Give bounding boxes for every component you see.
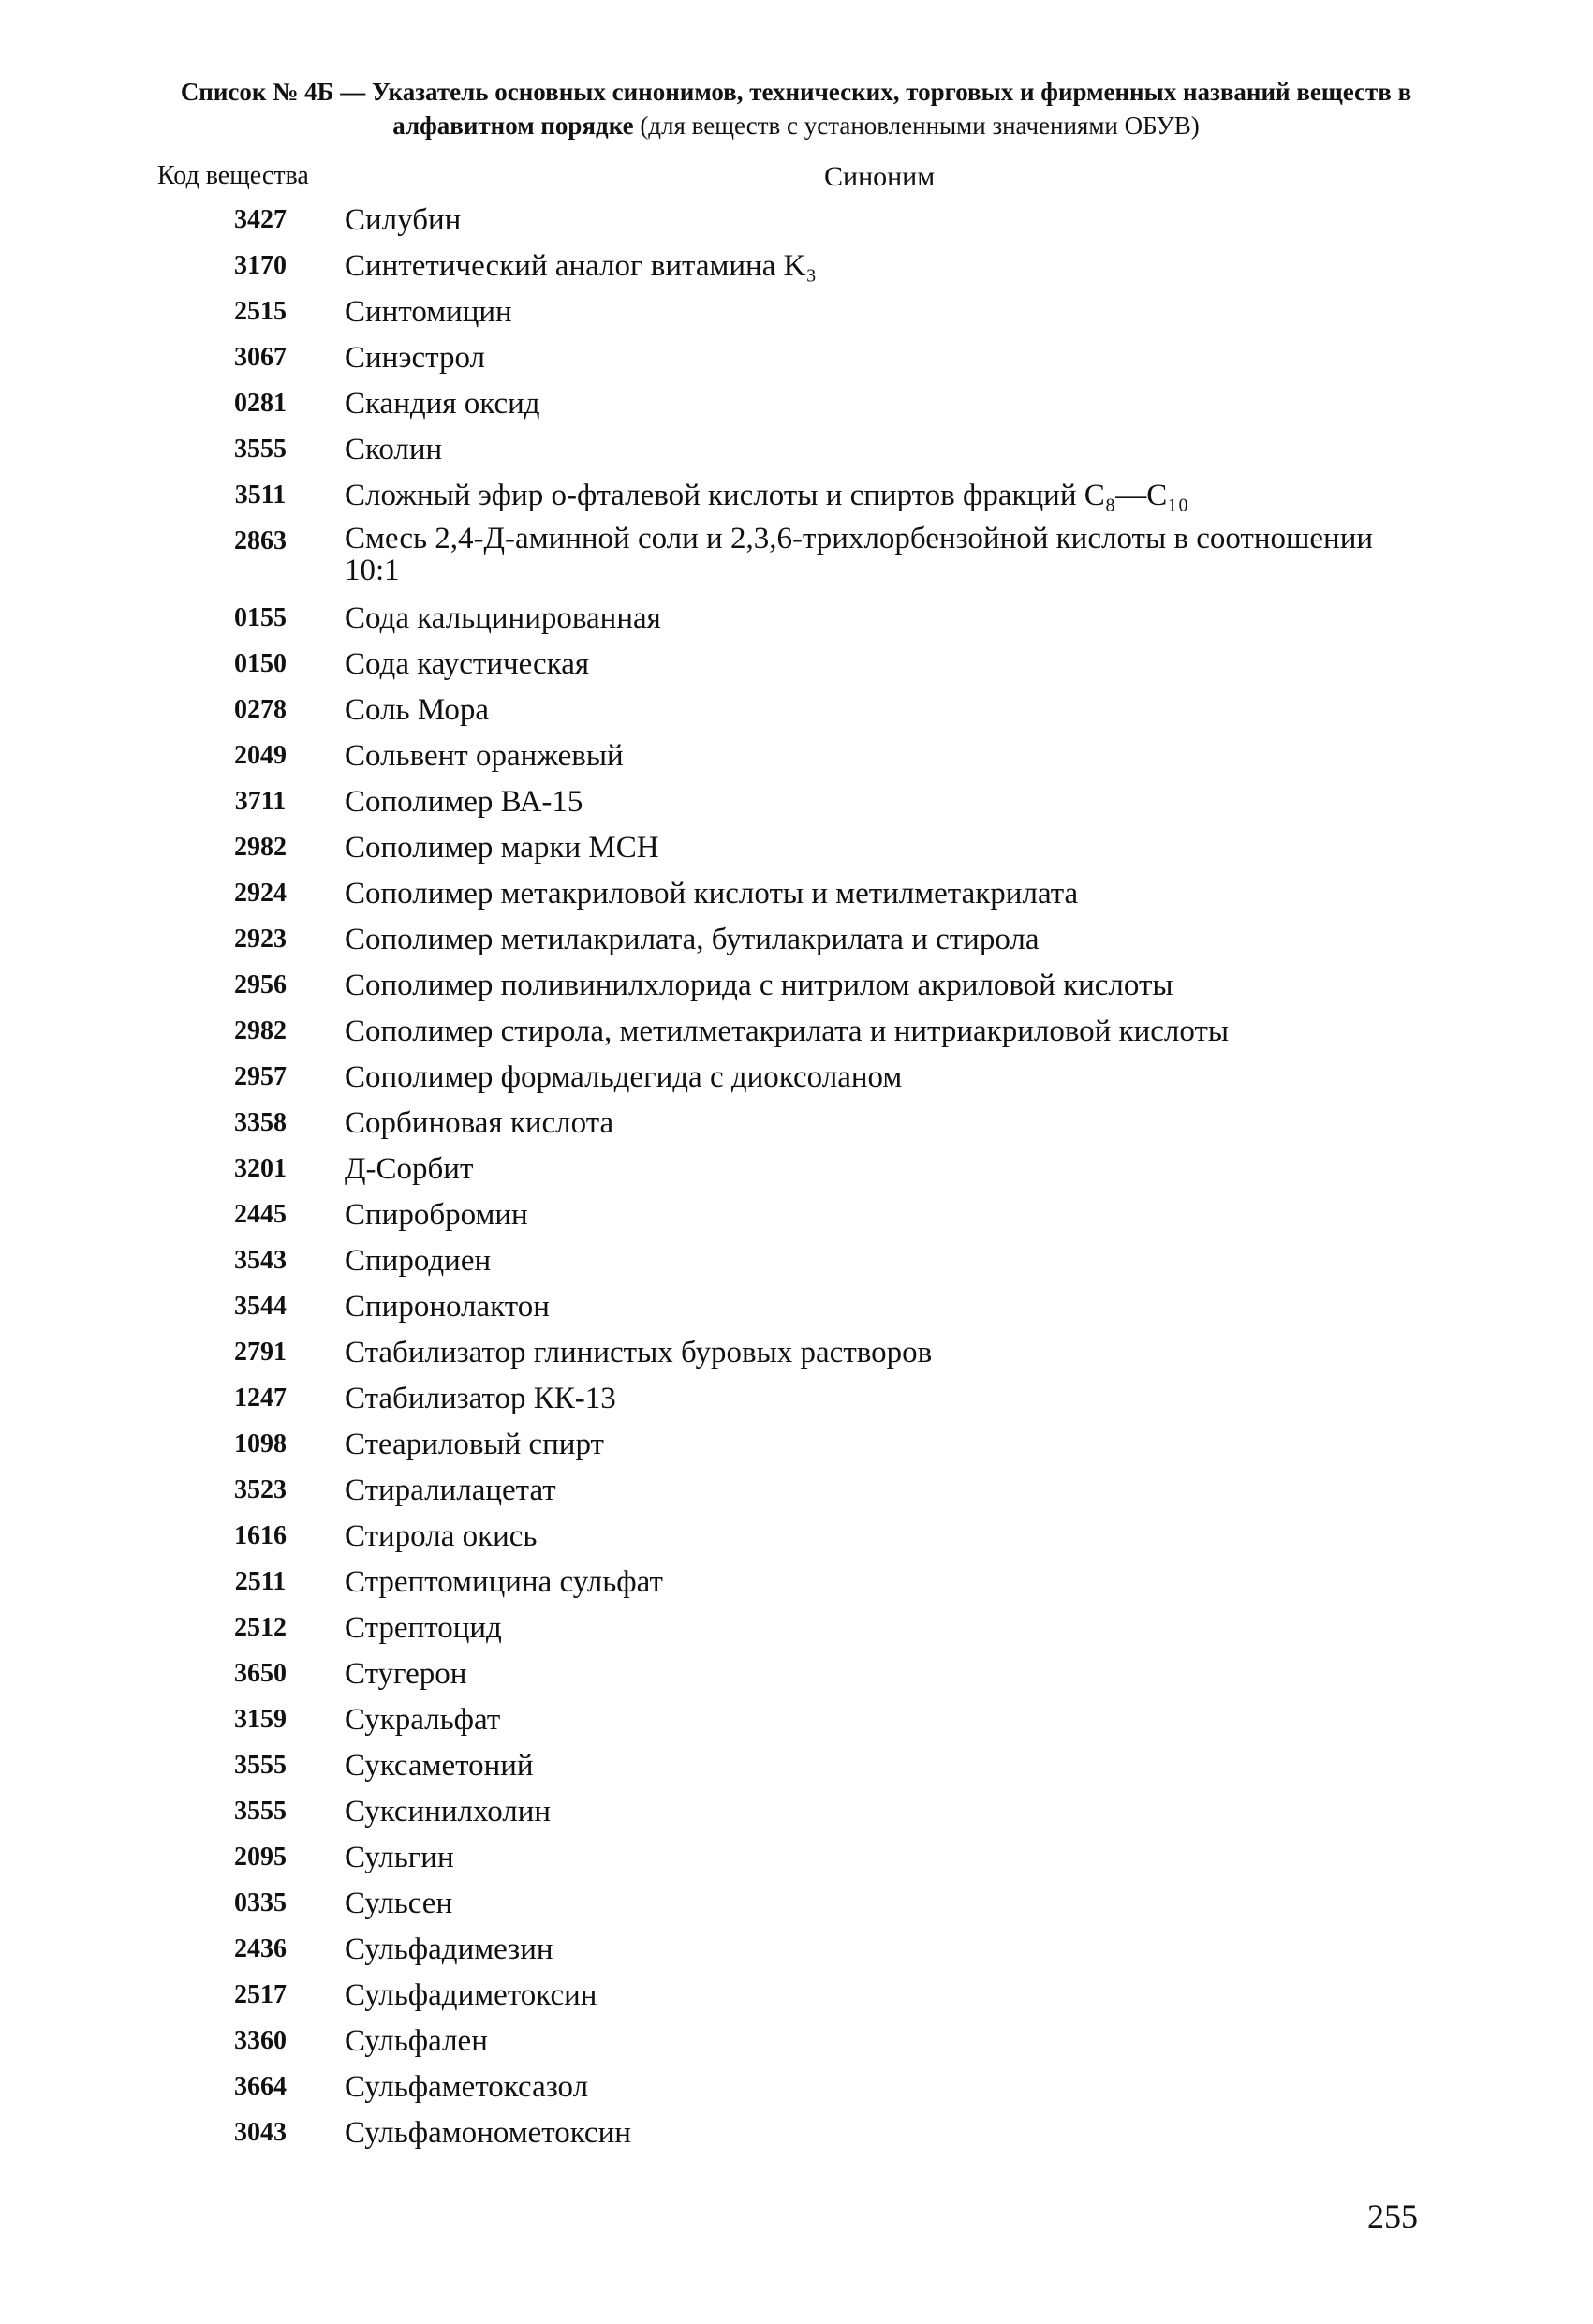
list-item (0, 967, 1593, 1013)
substance-code: 2512 (234, 1613, 287, 1642)
synonym-name: Сополимер ВА-15 (345, 785, 583, 819)
synonym-name: Стрептомицина сульфат (345, 1565, 663, 1599)
substance-code: 2957 (234, 1062, 287, 1091)
substance-code: 0155 (234, 603, 287, 632)
substance-code: 3555 (234, 1797, 287, 1826)
substance-code: 2515 (234, 297, 287, 326)
list-item (0, 1655, 1593, 1701)
synonym-name: Смесь 2,4-Д-аминной соли и 2,3,6-трихлорбензойной кислоты в соотношении 10:1 (345, 522, 1374, 587)
synonym-name: Силубин (345, 203, 462, 237)
title-bold-part: Список № 4Б — Указатель основных синонимов, технических, торговых и фирменных названий веществ в алфавитном порядке (180, 78, 1412, 140)
list-item (0, 921, 1593, 967)
synonym-name: Синтетический аналог витамина K₃ (345, 249, 817, 283)
substance-code: 2445 (234, 1200, 287, 1229)
synonym-name: Спиродиен (345, 1244, 492, 1278)
synonym-name: Сополимер метакриловой кислоты и метилметакрилата (345, 877, 1079, 910)
substance-code: 3555 (234, 435, 287, 464)
substance-code: 2511 (234, 1567, 287, 1596)
column-header-synonym: Синоним (824, 161, 936, 192)
substance-code: 3159 (234, 1705, 287, 1734)
synonym-name: Сукральфат (345, 1703, 501, 1737)
list-item (0, 1609, 1593, 1655)
synonym-name: Синтомицин (345, 295, 512, 329)
substance-code: 2982 (234, 1016, 287, 1045)
synonym-name: Сульсен (345, 1887, 453, 1920)
list-item (0, 1242, 1593, 1288)
synonym-name: Стеариловый спирт (345, 1428, 604, 1461)
substance-code: 3543 (234, 1246, 287, 1275)
list-item (0, 293, 1593, 339)
substance-code: 0281 (234, 389, 287, 418)
list-item (0, 1013, 1593, 1058)
list-item (0, 1472, 1593, 1517)
list-item (0, 1839, 1593, 1885)
substance-code: 3201 (234, 1154, 287, 1183)
substance-code: 3555 (234, 1751, 287, 1780)
list-item (0, 1196, 1593, 1242)
substance-code: 0335 (234, 1888, 287, 1917)
synonym-name: Сольвент оранжевый (345, 739, 624, 773)
list-item (0, 1288, 1593, 1334)
substance-code: 3664 (234, 2072, 287, 2101)
substance-code: 3360 (234, 2026, 287, 2055)
synonym-name: Сополимер марки МСН (345, 831, 659, 865)
page-number: 255 (1367, 2198, 1418, 2235)
substance-code: 2049 (234, 741, 287, 770)
synonym-name: Синэстрол (345, 341, 485, 375)
substance-code: 3043 (234, 2118, 287, 2147)
list-item (0, 247, 1593, 293)
synonym-name: Сложный эфир о-фталевой кислоты и спиртов фракций C₈—C₁₀ (345, 479, 1189, 512)
synonym-name: Скандия оксид (345, 387, 540, 421)
synonym-name: Спиробромин (345, 1198, 528, 1232)
synonym-name: Стирола окись (345, 1519, 538, 1553)
synonym-name: Сульгин (345, 1841, 454, 1874)
list-item (0, 1517, 1593, 1563)
synonym-name: Сульфаметоксазол (345, 2070, 589, 2104)
list-item (0, 1747, 1593, 1793)
synonym-name: Сорбиновая кислота (345, 1106, 614, 1140)
list-item (0, 2114, 1593, 2160)
synonym-name: Сульфамонометоксин (345, 2116, 631, 2150)
list-item (0, 2022, 1593, 2068)
substance-code: 3544 (234, 1292, 287, 1321)
list-item (0, 1701, 1593, 1747)
substance-code: 2956 (234, 970, 287, 999)
substance-code: 2924 (234, 879, 287, 908)
list-item (0, 691, 1593, 737)
list-item (0, 385, 1593, 431)
synonym-name: Д-Сорбит (345, 1152, 474, 1186)
synonym-name: Сода кальцинированная (345, 601, 661, 635)
list-item (0, 829, 1593, 875)
synonym-name: Стугерон (345, 1657, 467, 1691)
list-item (0, 737, 1593, 783)
synonym-name: Сополимер формальдегида с диоксоланом (345, 1060, 903, 1094)
list-item (0, 875, 1593, 921)
substance-code: 2863 (234, 526, 287, 555)
list-item (0, 1563, 1593, 1609)
synonym-name: Сополимер поливинилхлорида с нитрилом акриловой кислоты (345, 969, 1173, 1002)
substance-code: 3170 (234, 251, 287, 280)
synonym-name: Стабилизатор КК-13 (345, 1382, 616, 1415)
list-item (0, 1380, 1593, 1426)
title-normal-part: (для веществ с установленными значениями ОБУВ) (633, 111, 1200, 140)
substance-code: 3427 (234, 205, 287, 234)
substance-code: 3067 (234, 343, 287, 372)
synonym-list (0, 201, 1593, 2160)
substance-code: 0278 (234, 695, 287, 724)
substance-code: 2436 (234, 1934, 287, 1963)
synonym-name: Сода каустическая (345, 647, 590, 681)
synonym-name: Сополимер стирола, метилметакрилата и нитриакриловой кислоты (345, 1014, 1230, 1048)
synonym-name: Стрептоцид (345, 1611, 502, 1645)
list-item (0, 1976, 1593, 2022)
list-item (0, 201, 1593, 247)
list-item (0, 431, 1593, 477)
list-item (0, 1150, 1593, 1196)
substance-code: 2923 (234, 925, 287, 954)
synonym-name: Соль Мора (345, 693, 490, 727)
substance-code: 0150 (234, 649, 287, 678)
synonym-name: Сополимер метилакрилата, бутилакрилата и стирола (345, 923, 1040, 956)
synonym-name: Спиронолактон (345, 1290, 550, 1324)
list-item (0, 2068, 1593, 2114)
list-item (0, 1793, 1593, 1839)
synonym-name: Стабилизатор глинистых буровых растворов (345, 1336, 933, 1369)
list-item (0, 339, 1593, 385)
substance-code: 3358 (234, 1108, 287, 1137)
substance-code: 1616 (234, 1521, 287, 1550)
substance-code: 3650 (234, 1659, 287, 1688)
substance-code: 2095 (234, 1843, 287, 1872)
list-item (0, 783, 1593, 829)
column-header-code: Код вещества (157, 161, 309, 190)
substance-code: 2517 (234, 1980, 287, 2009)
list-item (0, 1426, 1593, 1472)
substance-code: 1247 (234, 1384, 287, 1413)
synonym-name: Сульфален (345, 2024, 488, 2058)
substance-code: 3711 (234, 787, 287, 816)
synonym-name: Суксинилхолин (345, 1795, 552, 1828)
list-item (0, 645, 1593, 691)
list-item (0, 1058, 1593, 1104)
list-item (0, 600, 1593, 645)
substance-code: 2791 (234, 1338, 287, 1367)
list-item (0, 523, 1593, 600)
list-item (0, 1104, 1593, 1150)
substance-code: 3511 (234, 481, 287, 510)
synonym-name: Суксаметоний (345, 1749, 534, 1783)
page-title (140, 75, 1452, 142)
synonym-name: Сульфадимезин (345, 1932, 553, 1966)
substance-code: 1098 (234, 1429, 287, 1458)
substance-code: 3523 (234, 1475, 287, 1504)
synonym-name: Сколин (345, 433, 443, 466)
list-item (0, 1885, 1593, 1931)
list-item (0, 1334, 1593, 1380)
substance-code: 2982 (234, 833, 287, 862)
synonym-name: Сульфадиметоксин (345, 1978, 597, 2012)
list-item (0, 477, 1593, 523)
synonym-name: Стиралилацетат (345, 1473, 556, 1507)
list-item (0, 1931, 1593, 1976)
